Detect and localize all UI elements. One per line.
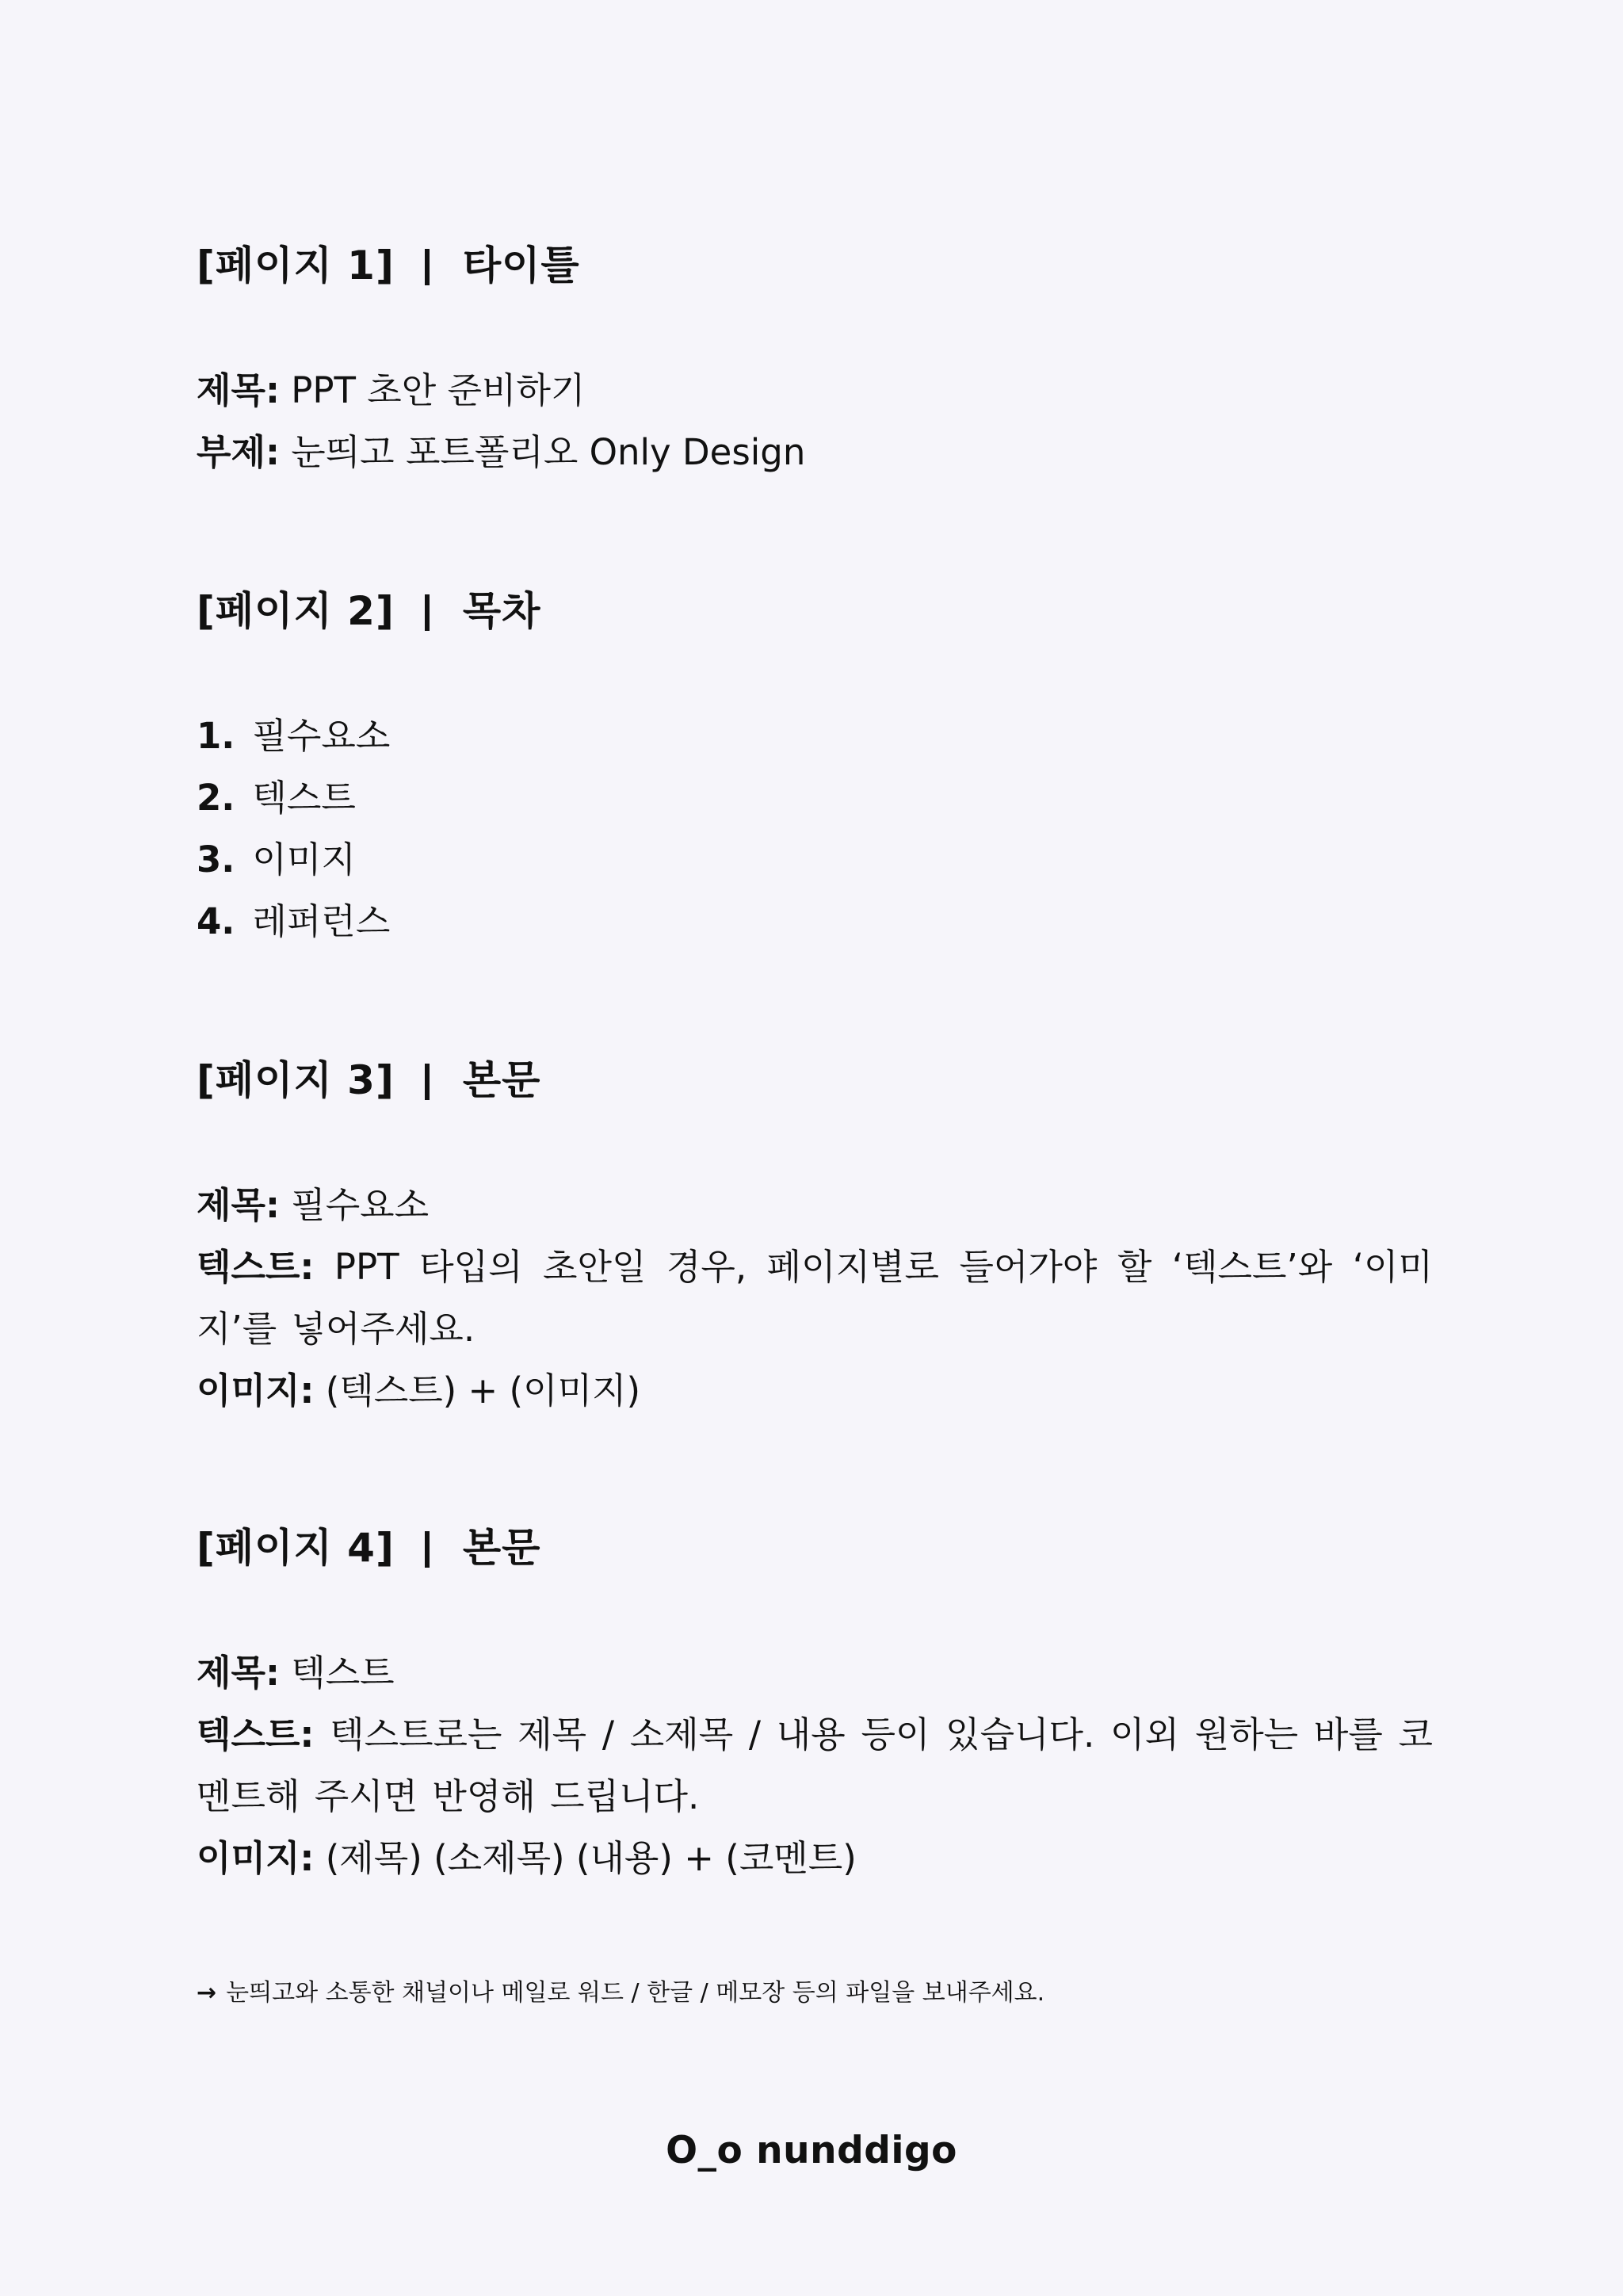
list-text: 필수요소 <box>252 715 391 757</box>
field-label: 제목: <box>197 369 280 411</box>
title-line <box>197 360 1433 422</box>
divider-bar <box>425 1531 430 1568</box>
list-number: 2. <box>197 777 235 819</box>
subtitle-line <box>197 422 1433 483</box>
section-page-2 <box>197 585 1433 953</box>
title-line <box>197 1175 1433 1236</box>
list-text: 텍스트 <box>252 777 356 819</box>
section-page-4 <box>197 1522 1433 1889</box>
field-label: 제목: <box>197 1652 280 1694</box>
field-label: 이미지: <box>197 1370 315 1412</box>
field-value: PPT 타입의 초안일 경우, 페이지별로 들어가야 할 ‘텍스트’와 ‘이미지’를 넣어주세요. <box>197 1246 1433 1350</box>
field-value: 텍스트로는 제목 / 소제목 / 내용 등이 있습니다. 이외 원하는 바를 코멘트해 주시면 반영해 드립니다. <box>197 1713 1433 1817</box>
brand-logo: O_o nunddigo <box>666 2129 957 2172</box>
image-line <box>197 1360 1433 1422</box>
section-heading <box>197 239 1433 292</box>
section-page-1 <box>197 239 1433 483</box>
text-paragraph <box>197 1704 1433 1828</box>
text-paragraph <box>197 1236 1433 1360</box>
list-item <box>197 829 1433 891</box>
field-value: 눈띄고 포트폴리오 Only Design <box>279 431 806 473</box>
section-heading <box>197 1522 1433 1574</box>
divider-bar <box>425 1064 430 1100</box>
field-value: (텍스트) + (이미지) <box>314 1370 641 1412</box>
divider-bar <box>425 249 430 285</box>
field-value: (제목) (소제목) (내용) + (코멘트) <box>314 1837 857 1879</box>
arrow-icon: → <box>197 1979 217 2007</box>
list-text: 이미지 <box>252 839 356 881</box>
page-number: [페이지 4] <box>197 1525 395 1571</box>
image-line <box>197 1828 1433 1889</box>
list-number: 4. <box>197 900 235 942</box>
field-label: 부제: <box>197 431 280 473</box>
field-value: 필수요소 <box>279 1184 430 1226</box>
page-number: [페이지 1] <box>197 243 395 288</box>
section-heading <box>197 585 1433 637</box>
section-page-3 <box>197 1054 1433 1422</box>
field-label: 텍스트: <box>197 1713 315 1755</box>
list-item <box>197 891 1433 953</box>
field-label: 제목: <box>197 1184 280 1226</box>
section-title: 타이틀 <box>462 243 580 288</box>
list-item <box>197 767 1433 829</box>
field-label: 텍스트: <box>197 1246 315 1288</box>
list-text: 레퍼런스 <box>252 900 391 942</box>
section-heading <box>197 1054 1433 1106</box>
section-title: 본문 <box>462 1057 541 1103</box>
footnote <box>197 1975 1044 2011</box>
footnote-text: 눈띄고와 소통한 채널이나 메일로 워드 / 한글 / 메모장 등의 파일을 보내주세요. <box>226 1979 1045 2007</box>
field-value: PPT 초안 준비하기 <box>279 369 586 411</box>
divider-bar <box>425 594 430 631</box>
page-number: [페이지 2] <box>197 588 395 634</box>
list-item <box>197 705 1433 767</box>
list-number: 3. <box>197 839 235 881</box>
field-label: 이미지: <box>197 1837 315 1879</box>
section-title: 목차 <box>462 588 541 634</box>
section-title: 본문 <box>462 1525 541 1571</box>
field-value: 텍스트 <box>279 1652 395 1694</box>
list-number: 1. <box>197 715 235 757</box>
page-number: [페이지 3] <box>197 1057 395 1103</box>
title-line <box>197 1642 1433 1704</box>
